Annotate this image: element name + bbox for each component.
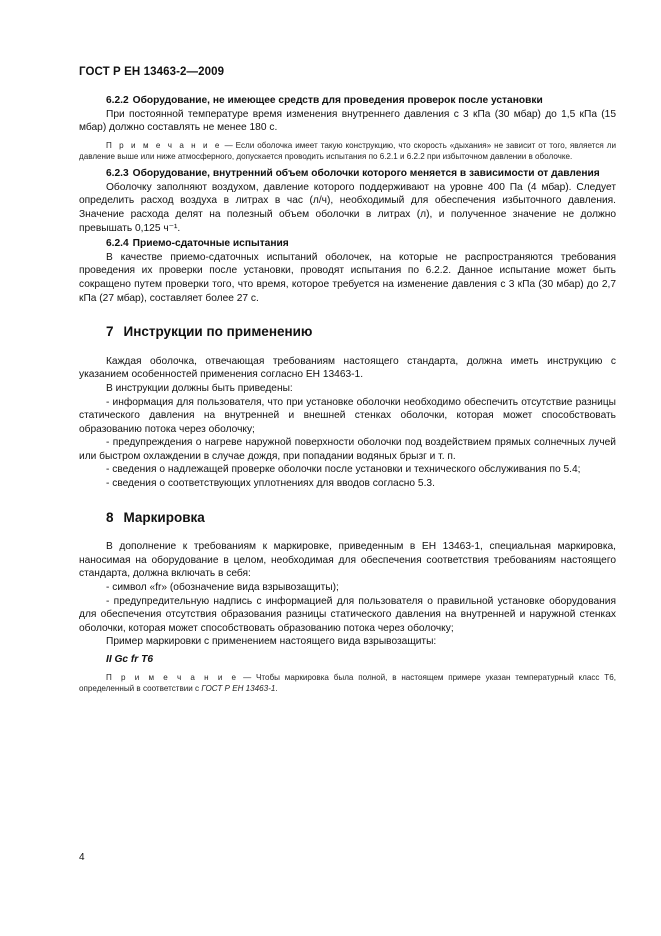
list-item: - сведения о соответствующих уплотнениях для вводов согласно 5.3. — [106, 478, 435, 490]
subsection-6-2-3-heading — [79, 167, 616, 181]
subsection-title: Оборудование, не имеющее средств для проведения проверок после установки — [132, 95, 543, 106]
subsection-6-2-2-heading — [79, 94, 616, 108]
document-header: ГОСТ Р ЕН 13463-2—2009 — [79, 66, 225, 78]
list-item: - предупреждения о нагреве наружной поверхности оболочки под воздействием прямых солнечных лучей или быстром охлаждении в случае дождя, при попадании водяных брызг и т. п. — [79, 437, 616, 462]
section-number: 7 — [106, 324, 114, 340]
section-title: Маркировка — [123, 509, 205, 525]
page-number: 4 — [79, 852, 85, 863]
subsection-number: 6.2.2 — [106, 95, 129, 106]
section-8-heading — [106, 511, 616, 525]
note-label: П р и м е ч а н и е — [106, 672, 239, 682]
note — [79, 140, 616, 162]
subsection-title: Приемо-сдаточные испытания — [132, 238, 289, 250]
list-item: - сведения о надлежащей проверке оболочки после установки и технического обслуживания по 5.4; — [106, 464, 581, 476]
marking-example: II Gc fr T6 — [106, 654, 153, 665]
note-reference: ГОСТ Р ЕН 13463-1 — [201, 683, 276, 693]
list-item: - информация для пользователя, что при установке оболочки необходимо обеспечить отсутствие разницы статического давления на внутренней и внешней стенках оболочки, которая может способствовать образованию потока через оболочку; — [79, 396, 616, 435]
subsection-6-2-4-heading — [79, 237, 616, 251]
section-7-heading — [106, 325, 616, 339]
paragraph: Каждая оболочка, отвечающая требованиям настоящего стандарта, должна иметь инструкцию с указанием особенностей применения согласно ЕН 13463-1. — [79, 355, 616, 381]
list-item: - символ «fr» (обозначение вида взрывозащиты); — [106, 582, 339, 594]
paragraph: При постоянной температуре время изменения внутреннего давления с 3 кПа (30 мбар) до 1,5 кПа (15 мбар) должно составлять не менее 180 с. — [79, 108, 616, 134]
paragraph: В инструкции должны быть приведены: — [106, 382, 293, 394]
paragraph: В качестве приемо-сдаточных испытаний оболочек, на которые не распространяются требования проведения их проверки после установки, проводят испытания по 6.2.2. Данное испытание может быть сокращено путем проверки того, что время, которое требуется на изменение давления с 3 кПа (30 мбар) до 2,7 кПа (27 мбар), составляет более 27 с. — [79, 251, 616, 304]
note-text: — Чтобы маркировка была полной, в настоящем примере указан температурный класс Т6, определенный в соответствии с — [79, 672, 616, 693]
subsection-number: 6.2.3 — [106, 168, 129, 180]
paragraph: Пример маркировки с применением настоящего вида взрывозащиты: — [106, 636, 437, 648]
subsection-number: 6.2.4 — [106, 238, 129, 250]
subsection-title: Оборудование, внутренний объем оболочки которого меняется в зависимости от давления — [132, 168, 600, 180]
section-number: 8 — [106, 509, 114, 525]
note-text: — Если оболочка имеет такую конструкцию, что скорость «дыхания» не зависит от того, является ли давление выше или ниже атмосферного, допускается проводить испытания по 6.2.1 и 6.2.2 при избыточном давлении в оболочке. — [79, 140, 617, 161]
paragraph: Оболочку заполняют воздухом, давление которого поддерживают на уровне 400 Па (4 мбар). Следует определить расход воздуха в литрах в час (л/ч), необходимый для обеспечения избыточного давления. Значение расхода делят на полезный объем оболочки в литрах (л), и полученное значение не должно превышать 0,125 ч⁻¹. — [79, 181, 616, 234]
list-item: - предупредительную надпись с информацией для пользователя о правильной установке оборудования для обеспечения отсутствия образования разницы статического давления на внутренней и наружной стенках оболочки, которая может способствовать образованию потока через оболочку; — [79, 595, 616, 634]
note-label: П р и м е ч а н и е — [106, 140, 222, 150]
note-end: . — [275, 683, 278, 693]
note — [79, 672, 616, 694]
paragraph: В дополнение к требованиям к маркировке, приведенным в ЕН 13463-1, специальная маркировка, наносимая на оборудование в целом, необходимая для обеспечения соответствия требованиям настоящего стандарта, должна включать в себя: — [79, 541, 616, 580]
document-body — [79, 92, 616, 699]
section-title: Инструкции по применению — [123, 324, 313, 340]
